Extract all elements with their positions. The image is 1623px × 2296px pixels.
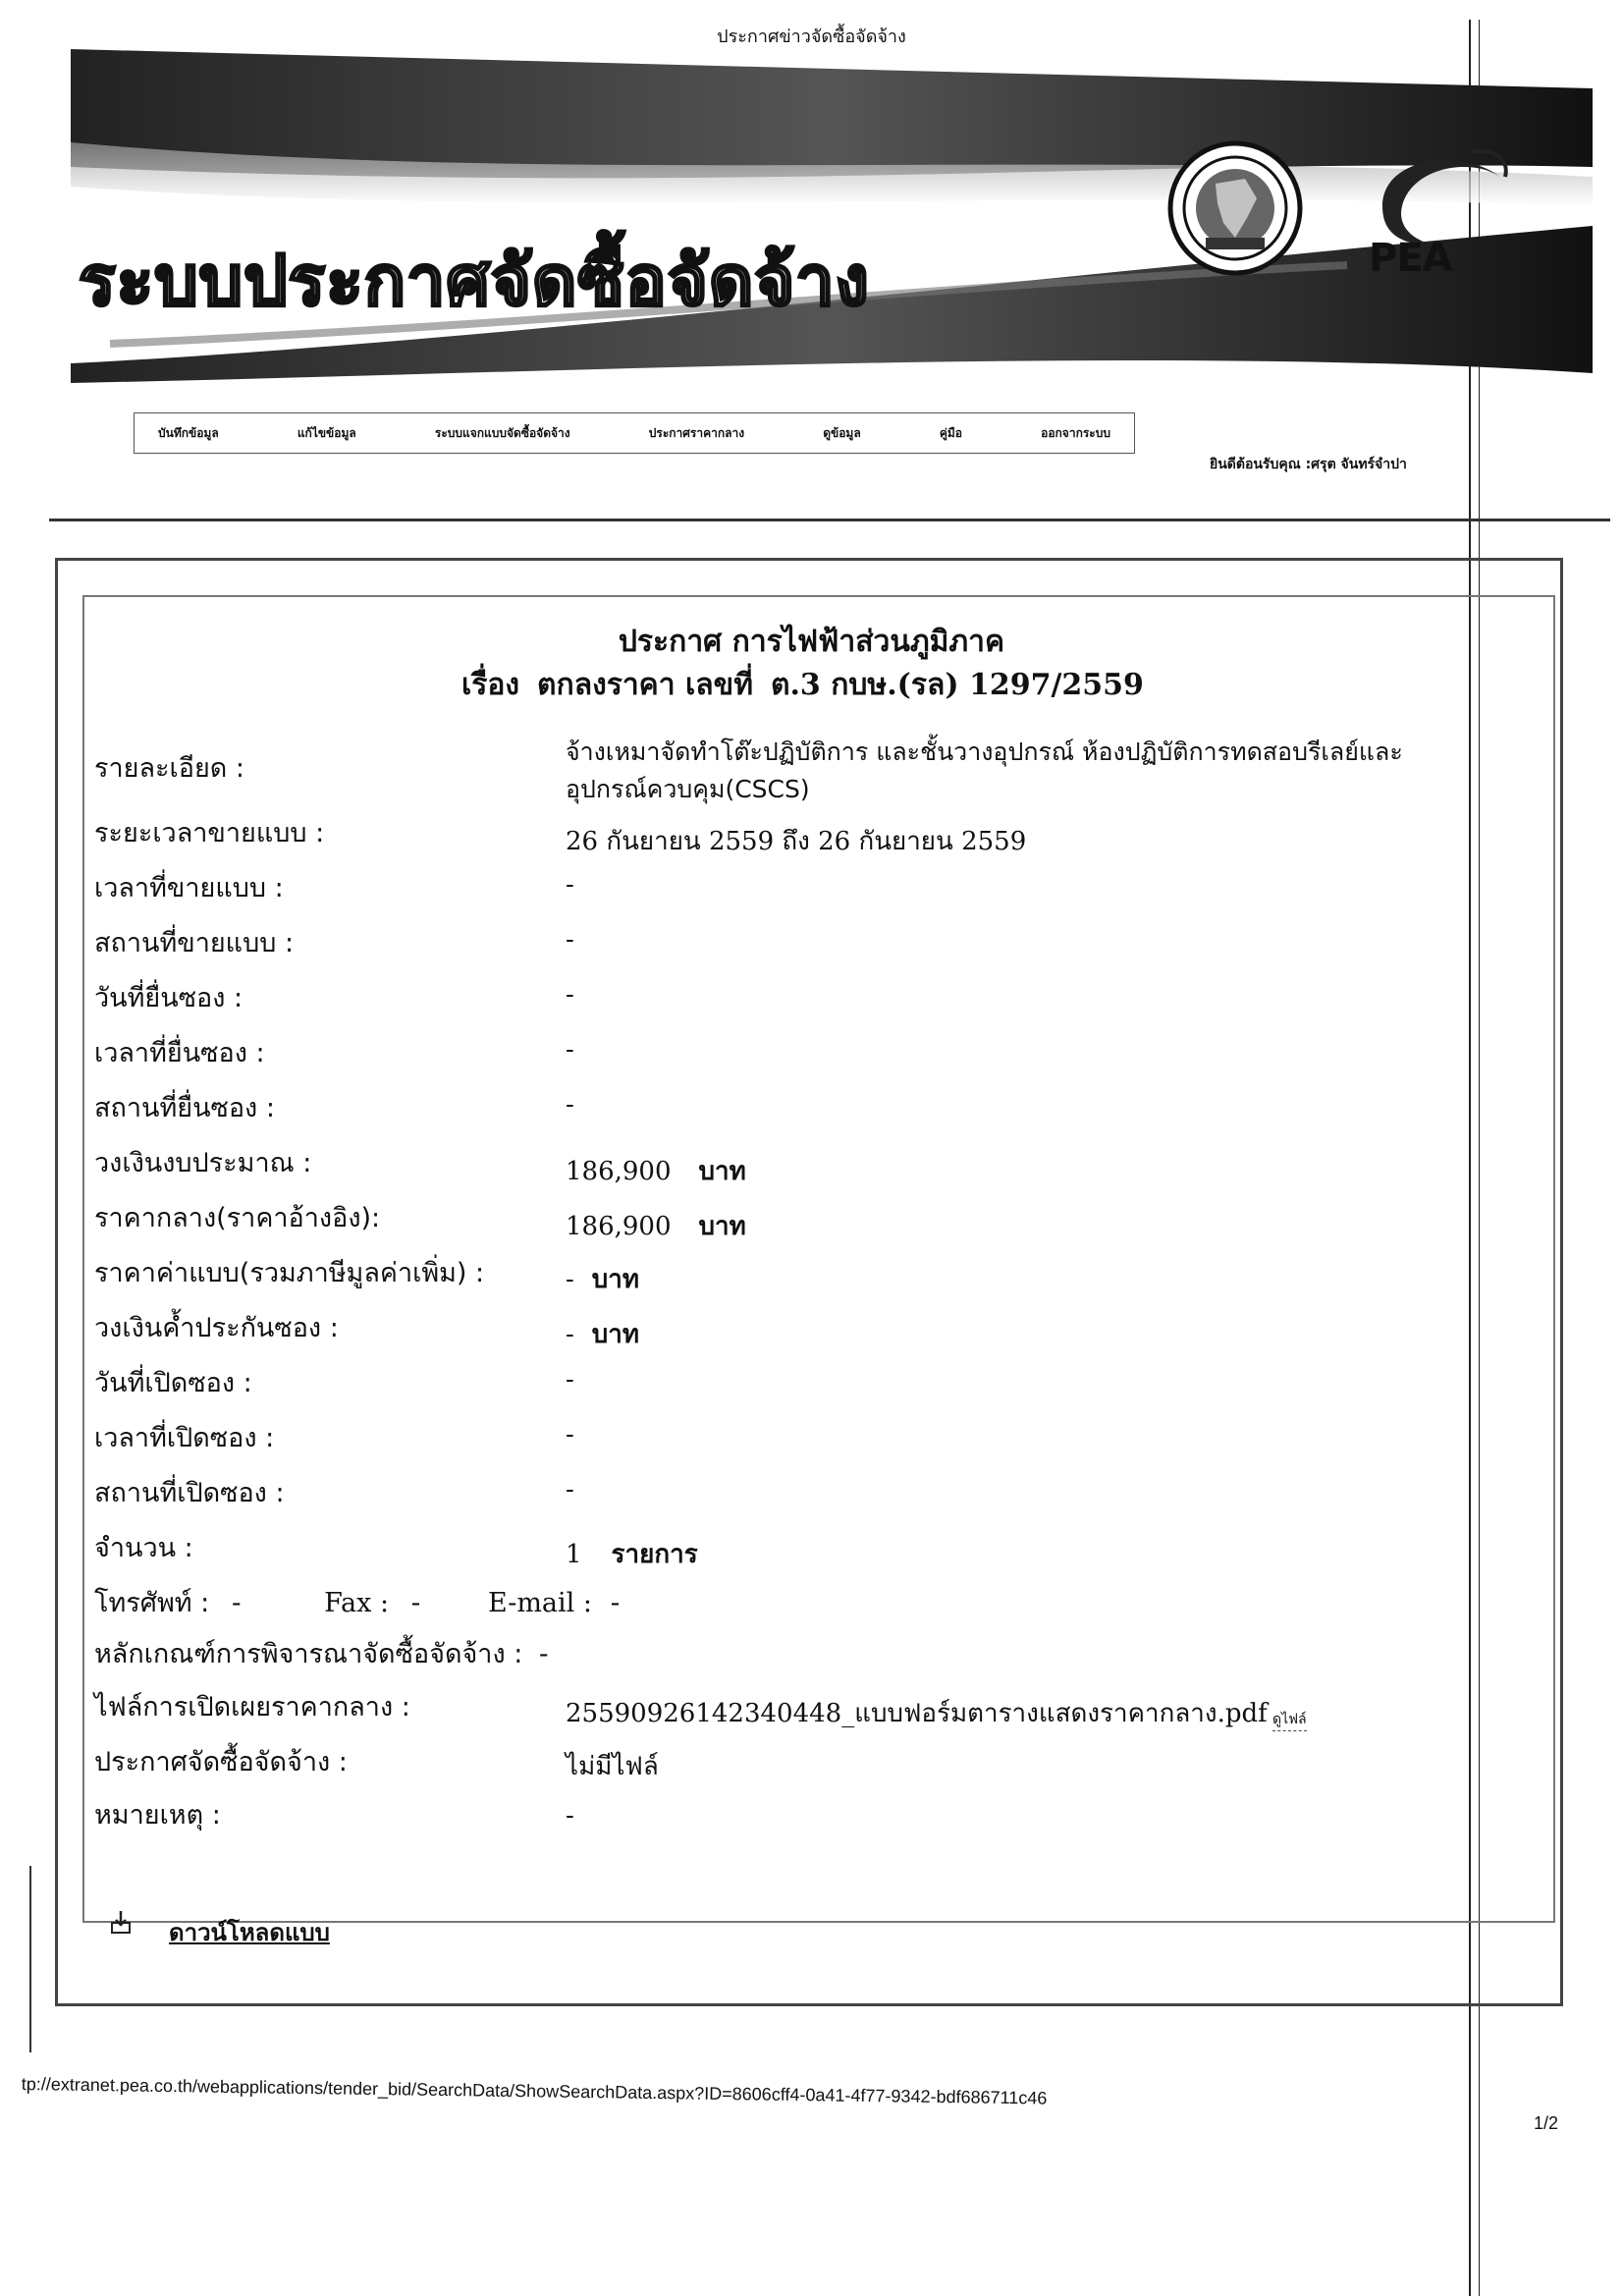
welcome-user: ยินดีต้อนรับคุณ :ศรุต จันทร์จำปา (1210, 457, 1407, 472)
sale-place-label: สถานที่ขายแบบ : (94, 928, 295, 958)
phone-label: โทรศัพท์ : (94, 1588, 210, 1618)
description-line-2: อุปกรณ์ควบคุม(CSCS) (566, 775, 810, 803)
submit-place-value: - (566, 1090, 574, 1120)
price-file-label: ไฟล์การเปิดเผยราคากลาง : (94, 1692, 410, 1722)
doc-fee-amount: - (566, 1265, 574, 1294)
top-navigation (134, 412, 1135, 454)
quantity-value (566, 1534, 698, 1574)
price-file-name: 25590926142340448_แบบฟอร์มตารางแสดงราคากลาง.pdf (566, 1699, 1268, 1728)
median-price-unit: บาท (698, 1212, 746, 1241)
contact-row (94, 1581, 620, 1623)
nav-median-price[interactable]: ประกาศราคากลาง (648, 425, 745, 440)
fax-label: Fax : (324, 1588, 390, 1618)
guarantee-unit: บาท (591, 1320, 640, 1349)
download-documents-link[interactable]: ดาวน์โหลดแบบ (169, 1919, 330, 1946)
criteria-label: หลักเกณฑ์การพิจารณาจัดซื้อจัดจ้าง : (94, 1639, 523, 1669)
download-icon[interactable] (108, 1909, 134, 1935)
view-file-link[interactable]: ดูไฟล์ (1272, 1709, 1307, 1731)
remark-value: - (566, 1801, 574, 1831)
criteria-value: - (538, 1639, 549, 1669)
submit-time-label: เวลาที่ยื่นซอง : (94, 1038, 265, 1068)
pea-brand-text: PEA (1369, 236, 1452, 281)
median-price-value (566, 1206, 746, 1246)
scan-left-edge (29, 1866, 31, 2052)
budget-value (566, 1151, 746, 1191)
announcement-number: ต.3 กบษ.(รล) 1297/2559 (770, 668, 1144, 702)
open-time-label: เวลาที่เปิดซอง : (94, 1423, 275, 1453)
submit-date-value: - (566, 980, 574, 1010)
page-number: 1/2 (1534, 2113, 1559, 2133)
quantity-label: จำนวน : (94, 1533, 193, 1563)
nav-distribute-docs[interactable]: ระบบแจกแบบจัดซื้อจัดจ้าง (434, 425, 570, 440)
median-price-label: ราคากลาง(ราคาอ้างอิง): (94, 1203, 381, 1233)
fax-value: - (410, 1588, 421, 1618)
submit-date-label: วันที่ยื่นซอง : (94, 983, 243, 1013)
announcement-subject (461, 662, 1162, 708)
print-page-title: ประกาศข่าวจัดซื้อจัดจ้าง (717, 27, 906, 47)
quantity-amount: 1 (566, 1540, 582, 1569)
doc-fee-unit: บาท (591, 1265, 640, 1294)
open-place-value: - (566, 1475, 574, 1504)
sale-period-value: 26 กันยายน 2559 ถึง 26 กันยายน 2559 (566, 827, 1027, 856)
sale-place-value: - (566, 925, 574, 955)
announcement-title: ประกาศ การไฟฟ้าส่วนภูมิภาค (618, 625, 1005, 659)
sale-time-label: เวลาที่ขายแบบ : (94, 873, 284, 903)
doc-fee-value (566, 1259, 639, 1299)
submit-time-value: - (566, 1035, 574, 1065)
sale-time-value: - (566, 870, 574, 900)
header-divider (49, 519, 1610, 521)
doc-fee-label: ราคาค่าแบบ(รวมภาษีมูลค่าเพิ่ม) : (94, 1258, 485, 1288)
procurement-announcement-value: ไม่มีไฟล์ (566, 1752, 659, 1781)
median-price-amount: 186,900 (566, 1212, 672, 1241)
submit-place-label: สถานที่ยื่นซอง : (94, 1093, 275, 1123)
open-date-value: - (566, 1365, 574, 1394)
open-time-value: - (566, 1420, 574, 1449)
description-line-1: จ้างเหมาจัดทำโต๊ะปฏิบัติการ และชั้นวางอุปกรณ์ ห้องปฏิบัติการทดสอบรีเลย์และ (566, 738, 1403, 766)
procurement-announcement-label: ประกาศจัดซื้อจัดจ้าง : (94, 1747, 348, 1777)
budget-unit: บาท (698, 1157, 746, 1186)
budget-amount: 186,900 (566, 1157, 672, 1186)
nav-edit-data[interactable]: แก้ไขข้อมูล (297, 425, 356, 440)
pea-emblem-icon (1166, 139, 1304, 277)
budget-label: วงเงินงบประมาณ : (94, 1148, 312, 1178)
quantity-unit: รายการ (611, 1540, 698, 1569)
nav-save-data[interactable]: บันทึกข้อมูล (158, 425, 219, 440)
guarantee-label: วงเงินค้ำประกันซอง : (94, 1313, 339, 1343)
guarantee-amount: - (566, 1320, 574, 1349)
criteria-row (94, 1632, 549, 1674)
open-date-label: วันที่เปิดซอง : (94, 1368, 252, 1398)
banner-title: ระบบประกาศจัดซื้อจัดจ้าง (79, 241, 870, 321)
page-url: tp://extranet.pea.co.th/webapplications/tender_bid/SearchData/ShowSearchData.aspx?ID=8606cff4-0a41-4f77-9342-bdf686711c46 (21, 2074, 1048, 2108)
subject-label: เรื่อง (461, 668, 520, 702)
remark-label: หมายเหตุ : (94, 1800, 221, 1831)
sale-period-label: ระยะเวลาขายแบบ : (94, 818, 325, 848)
phone-value: - (231, 1588, 242, 1618)
nav-logout[interactable]: ออกจากระบบ (1041, 425, 1110, 440)
nav-view-data[interactable]: ดูข้อมูล (823, 425, 861, 440)
open-place-label: สถานที่เปิดซอง : (94, 1478, 285, 1508)
guarantee-value (566, 1314, 639, 1354)
nav-manual[interactable]: คู่มือ (939, 425, 962, 440)
email-value: - (610, 1588, 621, 1618)
email-label: E-mail : (488, 1588, 592, 1618)
description-label: รายละเอียด : (94, 753, 245, 784)
subject-text: ตกลงราคา เลขที่ (537, 668, 753, 702)
